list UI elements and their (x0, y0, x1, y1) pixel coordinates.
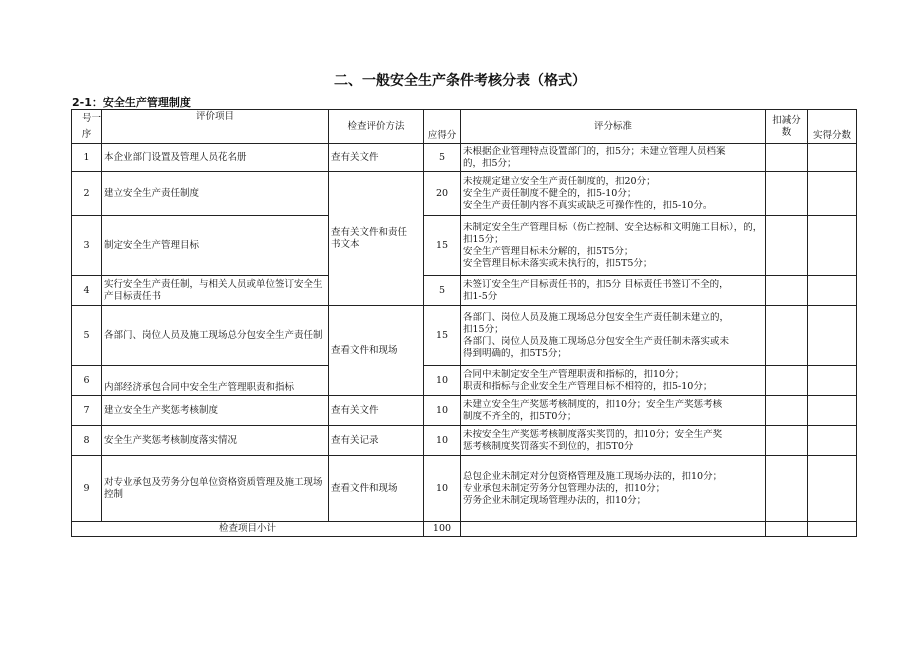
row-no: 5 (72, 306, 102, 366)
row-item: 内部经济承包合同中安全生产管理职责和指标 (102, 366, 329, 396)
row-criteria: 未根据企业管理特点设置部门的，扣5分；未建立管理人员档案 的，扣5分； (461, 144, 766, 172)
row-no: 6 (72, 366, 102, 396)
row-deduct (766, 144, 808, 172)
row-criteria: 未制定安全生产管理目标（伤亡控制、安全达标和文明施工目标），的， 扣15分； 安全生产管理目标未分解的，扣5T5分； 安全管理目标未落实或未执行的，扣5T5分； (461, 216, 766, 276)
row-actual (808, 366, 857, 396)
row-item: 各部门、岗位人员及施工现场总分包安全生产责任制 (102, 306, 329, 366)
table-row (72, 144, 857, 172)
row-item: 建立安全生产奖惩考核制度 (102, 396, 329, 426)
row-method: 查有关文件 (329, 144, 424, 172)
row-criteria: 未签订安全生产目标责任书的，扣5分 目标责任书签订不全的， 扣1-5分 (461, 276, 766, 306)
assessment-table (71, 109, 857, 537)
table-row (72, 216, 857, 276)
header-method: 检查评价方法 (329, 110, 424, 144)
row-score: 15 (424, 216, 461, 276)
row-item: 安全生产奖惩考核制度落实情况 (102, 426, 329, 456)
row-no: 7 (72, 396, 102, 426)
row-deduct (766, 172, 808, 216)
row-no: 1 (72, 144, 102, 172)
row-actual (808, 396, 857, 426)
table-row (72, 172, 857, 216)
row-deduct (766, 456, 808, 522)
row-actual (808, 426, 857, 456)
table-row (72, 366, 857, 396)
row-criteria: 合同中未制定安全生产管理职责和指标的，扣10分； 职责和指标与企业安全生产管理目标不相符的，扣5-10分； (461, 366, 766, 396)
row-item: 实行安全生产责任制，与相关人员或单位签订安全生产目标责任书 (102, 276, 329, 306)
header-deduct: 扣减分数 (766, 110, 808, 144)
table-row (72, 396, 857, 426)
section-title: 2-1：安全生产管理制度 (72, 96, 191, 109)
row-item: 制定安全生产管理目标 (102, 216, 329, 276)
row-item: 对专业承包及劳务分包单位资格资质管理及施工现场控制 (102, 456, 329, 522)
row-score: 10 (424, 456, 461, 522)
row-actual (808, 456, 857, 522)
row-item: 建立安全生产责任制度 (102, 172, 329, 216)
row-actual (808, 216, 857, 276)
header-score: 应得分 (424, 110, 461, 144)
table-row (72, 306, 857, 366)
subtotal-deduct (766, 522, 808, 537)
row-method: 查看文件和现场 (329, 306, 424, 396)
row-actual (808, 276, 857, 306)
row-no: 4 (72, 276, 102, 306)
row-actual (808, 306, 857, 366)
subtotal-score: 100 (424, 522, 461, 537)
subtotal-label: 检查项目小计 (72, 522, 424, 537)
row-no: 9 (72, 456, 102, 522)
row-deduct (766, 276, 808, 306)
row-actual (808, 144, 857, 172)
row-actual (808, 172, 857, 216)
header-no: 号一 序 (72, 110, 102, 144)
header-row (72, 110, 857, 144)
row-method: 查有关文件 (329, 396, 424, 426)
row-no: 3 (72, 216, 102, 276)
row-no: 8 (72, 426, 102, 456)
row-deduct (766, 426, 808, 456)
row-criteria: 未建立安全生产奖惩考核制度的，扣10分；安全生产奖惩考核 制度不齐全的，扣5T0分； (461, 396, 766, 426)
row-score: 20 (424, 172, 461, 216)
table-row (72, 426, 857, 456)
row-criteria: 各部门、岗位人员及施工现场总分包安全生产责任制未建立的， 扣15分； 各部门、岗位人员及施工现场总分包安全生产责任制未落实或未 得到明确的，扣5T5分； (461, 306, 766, 366)
row-score: 5 (424, 144, 461, 172)
row-score: 5 (424, 276, 461, 306)
row-deduct (766, 366, 808, 396)
header-actual: 实得分数 (808, 110, 857, 144)
subtotal-row (72, 522, 857, 537)
row-no: 2 (72, 172, 102, 216)
row-score: 10 (424, 396, 461, 426)
row-deduct (766, 396, 808, 426)
row-method: 查有关记录 (329, 426, 424, 456)
row-score: 15 (424, 306, 461, 366)
row-method: 查看文件和现场 (329, 456, 424, 522)
row-criteria: 未按安全生产奖惩考核制度落实奖罚的，扣10分；安全生产奖 惩考核制度奖罚落实不到位的，扣5T0分 (461, 426, 766, 456)
row-item: 本企业部门设置及管理人员花名册 (102, 144, 329, 172)
page-title: 二、一般安全生产条件考核分表（格式） (334, 73, 586, 89)
table-row (72, 456, 857, 522)
row-deduct (766, 216, 808, 276)
row-score: 10 (424, 426, 461, 456)
row-criteria: 总包企业未制定对分包资格管理及施工现场办法的，扣10分； 专业承包未制定劳务分包管理办法的，扣10分； 劳务企业未制定现场管理办法的，扣10分； (461, 456, 766, 522)
header-criteria: 评分标准 (461, 110, 766, 144)
subtotal-criteria (461, 522, 766, 537)
row-method: 查有关文件和责任书文本 (329, 172, 424, 306)
subtotal-actual (808, 522, 857, 537)
row-criteria: 未按规定建立安全生产责任制度的，扣20分； 安全生产责任制度不健全的，扣5-10分； 安全生产责任制内容不真实或缺乏可操作性的，扣5-10分。 (461, 172, 766, 216)
table-row (72, 276, 857, 306)
row-score: 10 (424, 366, 461, 396)
row-deduct (766, 306, 808, 366)
header-item: 评价项目 (102, 110, 329, 144)
